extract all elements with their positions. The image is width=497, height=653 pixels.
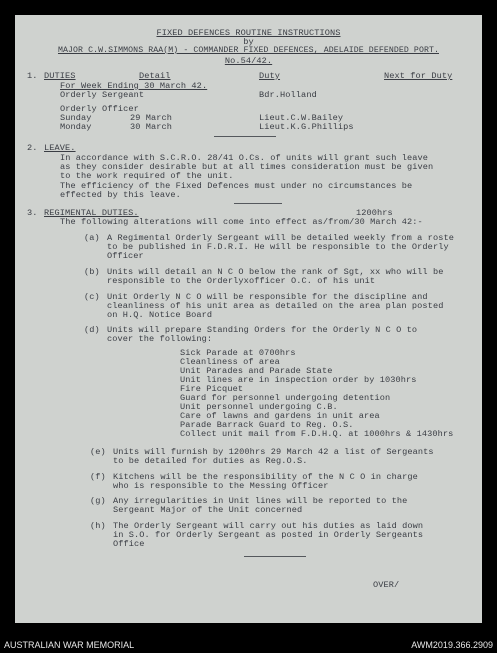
item-line: who is responsible to the Messing Officer <box>113 481 329 491</box>
over-marker: OVER/ <box>373 580 400 590</box>
title-by: by <box>243 37 254 47</box>
sublist-item: Sick Parade at 0700hrs <box>180 348 296 358</box>
duty-officer-name: Lieut.C.W.Bailey <box>259 113 344 123</box>
sublist-item: Care of lawns and gardens in unit area <box>180 411 380 421</box>
col-next-for-duty: Next for Duty <box>384 71 453 81</box>
item-line: responsible to the Orderlyxofficer O.C. of his unit <box>107 276 376 286</box>
item-line: Units will furnish by 1200hrs 29 March 42 a list of Sergeants <box>113 447 434 457</box>
item-label: (b) <box>84 267 100 277</box>
item-label: (g) <box>90 496 106 506</box>
sublist-item: Collect unit mail from F.D.H.Q. at 1000hrs & 1430hrs <box>180 429 454 439</box>
item-line: The Orderly Sergeant will carry out his duties as laid down <box>113 521 424 531</box>
leave-line: In accordance with S.C.R.O. 28/41 O.Cs. of units will grant such leave <box>60 153 428 163</box>
archive-footer <box>0 639 497 653</box>
item-line: Any irregularities in Unit lines will be reported to the <box>113 496 408 506</box>
item-line: cover the following: <box>107 334 213 344</box>
instruction-number: No.54/42. <box>224 56 273 66</box>
item-label: (f) <box>90 472 106 482</box>
sublist-item: Guard for personnel undergoing detention <box>180 393 391 403</box>
sublist-item: Unit lines are in inspection order by 1030hrs <box>180 375 417 385</box>
orderly-officer-label: Orderly Officer <box>60 104 139 114</box>
duty-day: Monday <box>60 122 92 132</box>
col-duty: Duty <box>259 71 281 81</box>
document-title: FIXED DEFENCES ROUTINE INSTRUCTIONS <box>156 28 341 38</box>
regimental-number: 3. <box>27 208 38 218</box>
item-line: Unit Orderly N C O will be responsible for the discipline and <box>107 292 428 302</box>
item-label: (c) <box>84 292 100 302</box>
archive-name: AUSTRALIAN WAR MEMORIAL <box>4 640 135 650</box>
section-divider <box>214 136 276 137</box>
sublist-item: Fire Picquet <box>180 384 244 394</box>
regimental-intro: The following alterations will come into effect as/from/30 March 42:- <box>60 217 423 227</box>
leave-line: as they consider desirable but at all times consideration must be given <box>60 162 434 172</box>
leave-line: to the work required of the unit. <box>60 171 234 181</box>
item-line: Office <box>113 539 145 549</box>
item-line: Kitchens will be the responsibility of the N C O in charge <box>113 472 418 482</box>
sublist-item: Parade Barrack Guard to Reg. O.S. <box>180 420 354 430</box>
regimental-heading: REGIMENTAL DUTIES. <box>44 208 139 218</box>
item-line: A Regimental Orderly Sergeant will be detailed weekly from a roste <box>107 233 454 243</box>
item-line: to be detailed for duties as Reg.O.S. <box>113 456 308 466</box>
author-line: MAJOR C.W.SIMMONS RAA(M) - COMMANDER FIXED DEFENCES, ADELAIDE DEFENDED PORT. <box>57 46 439 55</box>
section-divider <box>244 556 306 557</box>
item-line: Officer <box>107 251 144 261</box>
item-label: (a) <box>84 233 100 243</box>
duties-heading: DUTIES <box>44 71 76 81</box>
document-page <box>15 15 482 623</box>
col-detail: Detail <box>139 71 171 81</box>
section-divider <box>234 203 282 204</box>
item-label: (e) <box>90 447 106 457</box>
item-line: cleanliness of his unit area as detailed on the area plan posted <box>107 301 444 311</box>
sublist-item: Unit Parades and Parade State <box>180 366 333 376</box>
orderly-sergeant-label: Orderly Sergeant <box>60 90 145 100</box>
item-line: Sergeant Major of the Unit concerned <box>113 505 303 515</box>
item-line: Units will prepare Standing Orders for the Orderly N C O to <box>107 325 418 335</box>
item-label: (h) <box>90 521 106 531</box>
duties-number: 1. <box>27 71 38 81</box>
leave-number: 2. <box>27 143 38 153</box>
archive-reference: AWM2019.366.2909 <box>411 640 493 650</box>
item-line: in S.O. for Orderly Sergeant as posted in Orderly Sergeants <box>113 530 424 540</box>
duty-officer-name: Lieut.K.G.Phillips <box>259 122 354 132</box>
duty-date: 29 March <box>130 113 173 123</box>
duty-day: Sunday <box>60 113 92 123</box>
sublist-item: Cleanliness of area <box>180 357 280 367</box>
leave-heading: LEAVE. <box>44 143 76 153</box>
duty-date: 30 March <box>130 122 173 132</box>
regimental-time: 1200hrs <box>356 208 393 218</box>
week-ending: For Week Ending 30 March 42. <box>60 81 208 91</box>
sublist-item: Unit personnel undergoing C.B. <box>180 402 338 412</box>
item-line: Units will detail an N C O below the rank of Sgt, xx who will be <box>107 267 444 277</box>
item-line: to be published in F.D.R.I. He will be responsible to the Orderly <box>107 242 449 252</box>
leave-line: effected by this leave. <box>60 190 181 200</box>
orderly-sergeant-name: Bdr.Holland <box>259 90 317 100</box>
item-line: on H.Q. Notice Board <box>107 310 213 320</box>
leave-line: The efficiency of the Fixed Defences must under no circumstances be <box>60 181 413 191</box>
item-label: (d) <box>84 325 100 335</box>
